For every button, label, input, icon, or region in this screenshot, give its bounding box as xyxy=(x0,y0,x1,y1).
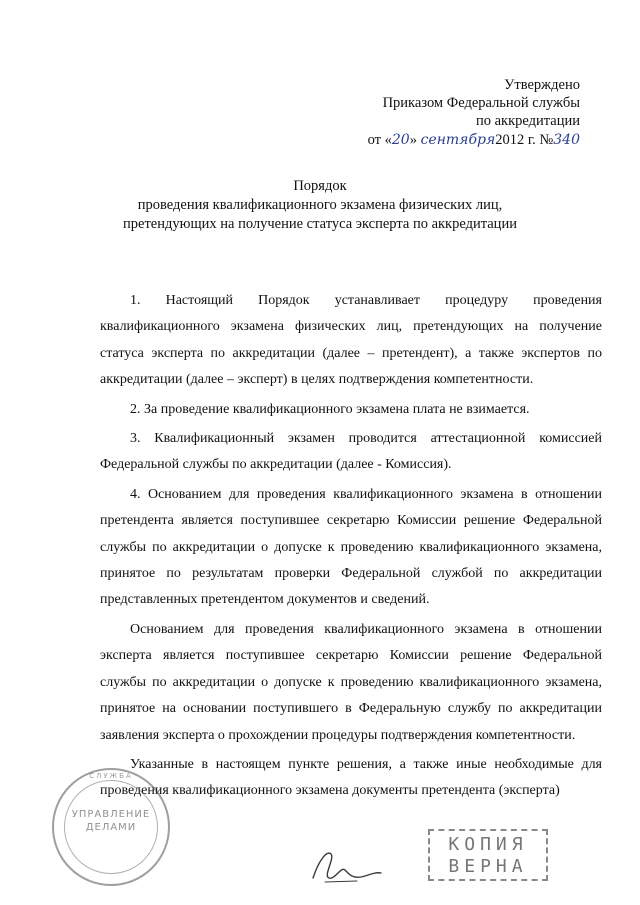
title-heading: Порядок xyxy=(293,178,347,194)
seal-center-text xyxy=(54,808,168,834)
approval-block xyxy=(368,76,580,149)
date-day-handwritten: 20 xyxy=(391,132,410,148)
paragraph-3: 3. Квалификационный экзамен проводится аттестационной комиссией Федеральной службы по аккредитации (далее - Комиссия). xyxy=(100,431,602,473)
date-mid: » xyxy=(409,132,417,148)
date-prefix: от « xyxy=(367,132,392,148)
paragraph-1: 1. Настоящий Порядок устанавливает процедуру проведения квалификационного экзамена физических лиц, претендующих на получение статуса эксперта по аккредитации (далее – претендент), а также экспертов по аккредитации (далее – эксперт) в целях подтверждения компетентности. xyxy=(100,293,602,388)
date-month-handwritten: сентября xyxy=(420,132,496,148)
approval-line-1: Утверждено xyxy=(504,77,580,93)
paragraph-5: Основанием для проведения квалификационного экзамена в отношении эксперта является поступившее секретарю Комиссии решение Федеральной службы по аккредитации о допуске к проведению квалификационного экзамена, принятое на основании поступившего в Федеральную службу по аккредитации заявления эксперта о прохождении процедуры подтверждения компетентности. xyxy=(100,621,602,743)
signature xyxy=(305,840,385,890)
document-title xyxy=(0,177,640,234)
seal-line-1: УПРАВЛЕНИЕ xyxy=(71,809,151,820)
document-body xyxy=(100,288,602,808)
copy-stamp-line-1: КОПИЯ xyxy=(448,834,528,855)
approval-line-3: по аккредитации xyxy=(475,113,580,129)
certified-copy-stamp xyxy=(428,829,548,881)
seal-line-2: ДЕЛАМИ xyxy=(85,822,137,833)
copy-stamp-line-2: ВЕРНА xyxy=(448,856,528,877)
order-number-handwritten: 340 xyxy=(553,132,580,148)
paragraph-2: 2. За проведение квалификационного экзамена плата не взимается. xyxy=(130,401,530,417)
title-line-1: проведения квалификационного экзамена физических лиц, xyxy=(137,197,503,213)
seal-ring-text: СЛУЖБА xyxy=(89,772,133,780)
date-year: 2012 г. № xyxy=(495,132,554,148)
paragraph-6: Указанные в настоящем пункте решения, а также иные необходимые для проведения квалификационного экзамена документы претендента (эксперта) xyxy=(100,756,602,799)
paragraph-4: 4. Основанием для проведения квалификационного экзамена в отношении претендента является поступившее секретарю Комиссии решение Федеральной службы по аккредитации о допуске к проведению квалификационного экзамена, принятое по результатам проверки Федеральной службой по аккредитации представленных претендентом документов и сведений. xyxy=(100,486,602,608)
approval-date-line xyxy=(368,131,580,149)
title-line-2: претендующих на получение статуса эксперта по аккредитации xyxy=(123,216,517,232)
round-seal-stamp xyxy=(52,768,170,886)
approval-line-2: Приказом Федеральной службы xyxy=(382,95,580,111)
